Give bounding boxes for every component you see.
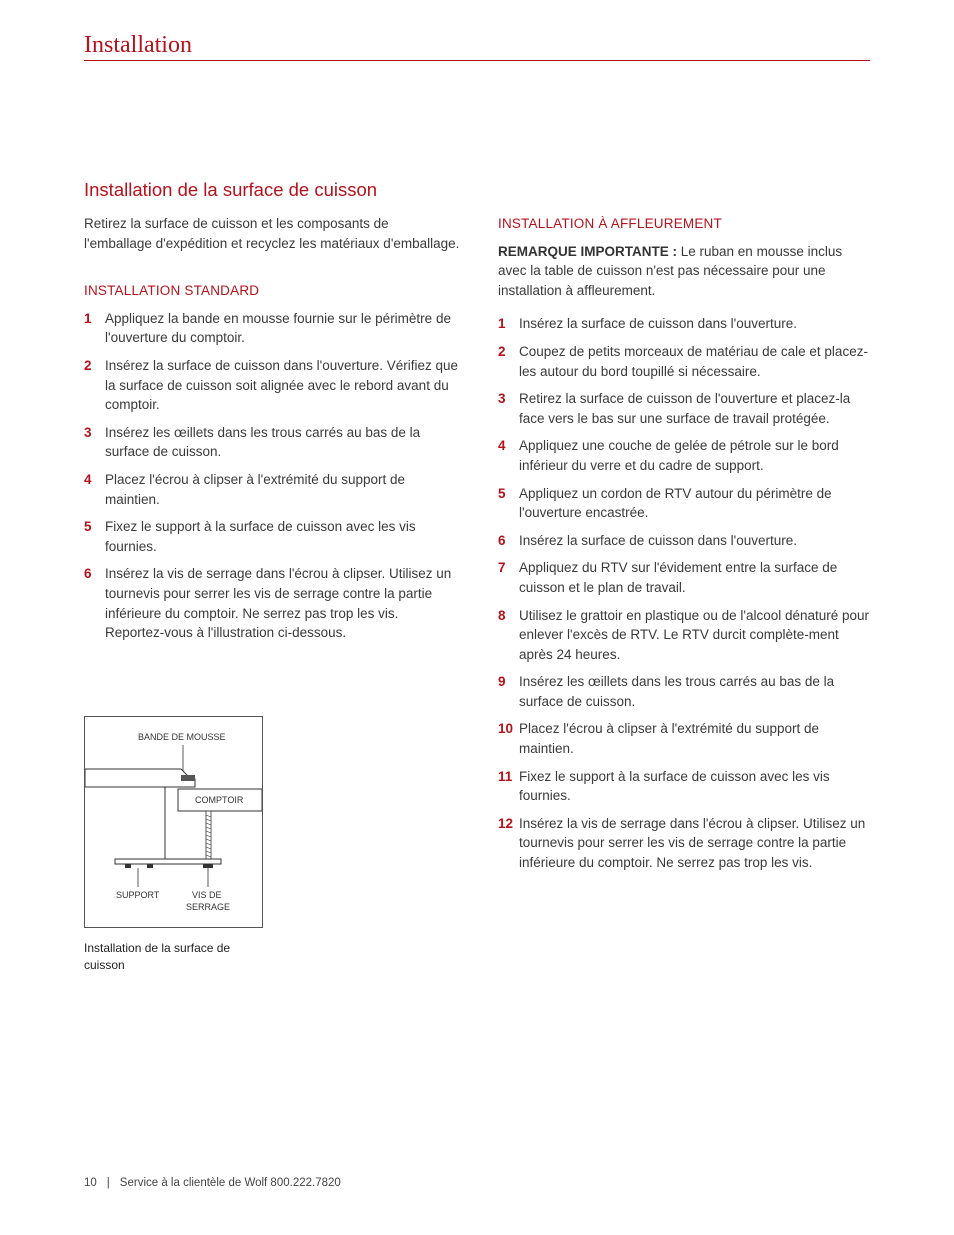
important-note-label: REMARQUE IMPORTANTE :: [498, 243, 677, 259]
step-item: [498, 719, 874, 758]
important-note: [498, 242, 874, 301]
step-text: Utilisez le grattoir en plastique ou de l'alcool dénaturé pour enlever l'excès de RTV. Le RTV durcit complète-ment après 24 heures.: [519, 607, 870, 662]
step-item: [84, 470, 460, 509]
bracket-screw-2: [147, 864, 153, 868]
step-text: Insérez la surface de cuisson dans l'ouverture.: [519, 316, 797, 332]
step-item: [498, 342, 874, 381]
step-number: 2: [498, 343, 506, 359]
header-divider: [84, 60, 870, 61]
clamp-screw-label-line2: SERRAGE: [186, 902, 231, 912]
step-item: [498, 436, 874, 475]
step-number: 7: [498, 560, 506, 576]
flush-install-heading: INSTALLATION À AFFLEUREMENT: [498, 216, 722, 231]
step-item: [498, 558, 874, 597]
footer-separator: |: [106, 1177, 110, 1189]
page-number: 10: [84, 1177, 97, 1189]
step-text: Appliquez un cordon de RTV autour du périmètre de l'ouverture encastrée.: [519, 485, 832, 521]
figure-caption: Installation de la surface de cuisson: [84, 941, 231, 972]
standard-install-heading: INSTALLATION STANDARD: [84, 283, 260, 299]
page-title: Installation: [84, 32, 192, 58]
clip-nut: [203, 864, 213, 868]
step-text: Placez l'écrou à clipser à l'extrémité du support de maintien.: [105, 471, 406, 507]
step-item: [498, 814, 874, 873]
flush-steps-list: [498, 314, 874, 872]
step-item: [84, 356, 460, 415]
step-text: Insérez la vis de serrage dans l'écrou à clipser. Utilisez un tournevis pour serrer les vis de serrage contre la partie inférieure du comptoir. Ne serrez pas trop les vis.: [519, 815, 866, 871]
step-text: Insérez la surface de cuisson dans l'ouverture.: [519, 532, 797, 548]
step-text: Insérez la vis de serrage dans l'écrou à clipser. Utilisez un tournevis pour serrer les vis de serrage contre la partie inférieure du comptoir. Ne serrez pas trop les vis. Reportez-vous à l'illustration ci-dessous.: [105, 566, 452, 641]
clamp-screw-label-line1: VIS DE: [192, 890, 222, 900]
support-bracket: [115, 859, 221, 864]
countertop-label: COMPTOIR: [195, 795, 244, 805]
step-item: [498, 767, 874, 806]
step-item: [84, 423, 460, 462]
installation-diagram: [84, 716, 263, 928]
step-number: 4: [498, 438, 506, 454]
step-item: [498, 531, 874, 551]
section-title: Installation de la surface de cuisson: [84, 179, 378, 200]
step-text: Insérez les œillets dans les trous carrés au bas de la surface de cuisson.: [105, 424, 421, 460]
support-label: SUPPORT: [116, 890, 160, 900]
step-number: 5: [84, 519, 92, 535]
left-column: [84, 214, 460, 651]
page-footer: [84, 1175, 341, 1191]
step-number: 3: [84, 424, 92, 440]
step-text: Insérez la surface de cuisson dans l'ouverture. Vérifiez que la surface de cuisson soit alignée avec le rebord avant du comptoir.: [105, 357, 459, 413]
step-item: [84, 309, 460, 348]
step-text: Retirez la surface de cuisson de l'ouverture et placez-la face vers le bas sur une surface de travail protégée.: [519, 391, 851, 426]
intro-paragraph: Retirez la surface de cuisson et les composants de l'emballage d'expédition et recyclez les matériaux d'emballage.: [84, 216, 460, 251]
foam-strip-label: BANDE DE MOUSSE: [138, 732, 226, 742]
step-number: 11: [498, 768, 513, 784]
step-item: [84, 564, 460, 642]
installation-diagram-svg: [85, 717, 262, 927]
step-number: 5: [498, 485, 506, 501]
step-number: 9: [498, 674, 506, 690]
step-number: 1: [498, 316, 506, 332]
bracket-screw-1: [125, 864, 131, 868]
cooktop-slab: [85, 769, 195, 787]
step-item: [498, 389, 874, 428]
step-text: Fixez le support à la surface de cuisson avec les vis fournies.: [519, 768, 830, 804]
step-text: Fixez le support à la surface de cuisson avec les vis fournies.: [105, 519, 416, 554]
step-text: Appliquez du RTV sur l'évidement entre la surface de cuisson et le plan de travail.: [519, 560, 838, 595]
step-item: [498, 484, 874, 523]
step-item: [84, 517, 460, 556]
step-number: 4: [84, 471, 92, 487]
step-number: 1: [84, 310, 92, 326]
step-number: 8: [498, 607, 506, 623]
step-text: Appliquez une couche de gelée de pétrole sur le bord inférieur du verre et du cadre de support.: [519, 438, 839, 473]
step-item: [498, 672, 874, 711]
step-item: [498, 606, 874, 665]
step-number: 2: [84, 357, 92, 373]
step-number: 6: [84, 566, 92, 582]
step-text: Insérez les œillets dans les trous carrés au bas de la surface de cuisson.: [519, 674, 835, 709]
step-number: 10: [498, 721, 514, 737]
footer-service-text: Service à la clientèle de Wolf 800.222.7820: [119, 1177, 341, 1189]
foam-strip: [181, 775, 195, 781]
step-text: Appliquez la bande en mousse fournie sur le périmètre de l'ouverture du comptoir.: [105, 310, 451, 346]
step-text: Placez l'écrou à clipser à l'extrémité du support de maintien.: [519, 721, 820, 757]
step-item: [498, 314, 874, 334]
step-number: 3: [498, 391, 506, 407]
step-number: 12: [498, 815, 514, 831]
step-number: 6: [498, 532, 506, 548]
step-text: Coupez de petits morceaux de matériau de cale et placez-les autour du bord toupillé si nécessaire.: [519, 343, 868, 379]
right-column: [498, 214, 874, 881]
important-note-text: Le ruban en mousse inclus avec la table de cuisson n'est pas nécessaire pour une installation à affleurement.: [498, 243, 843, 298]
standard-steps-list: [84, 309, 460, 643]
